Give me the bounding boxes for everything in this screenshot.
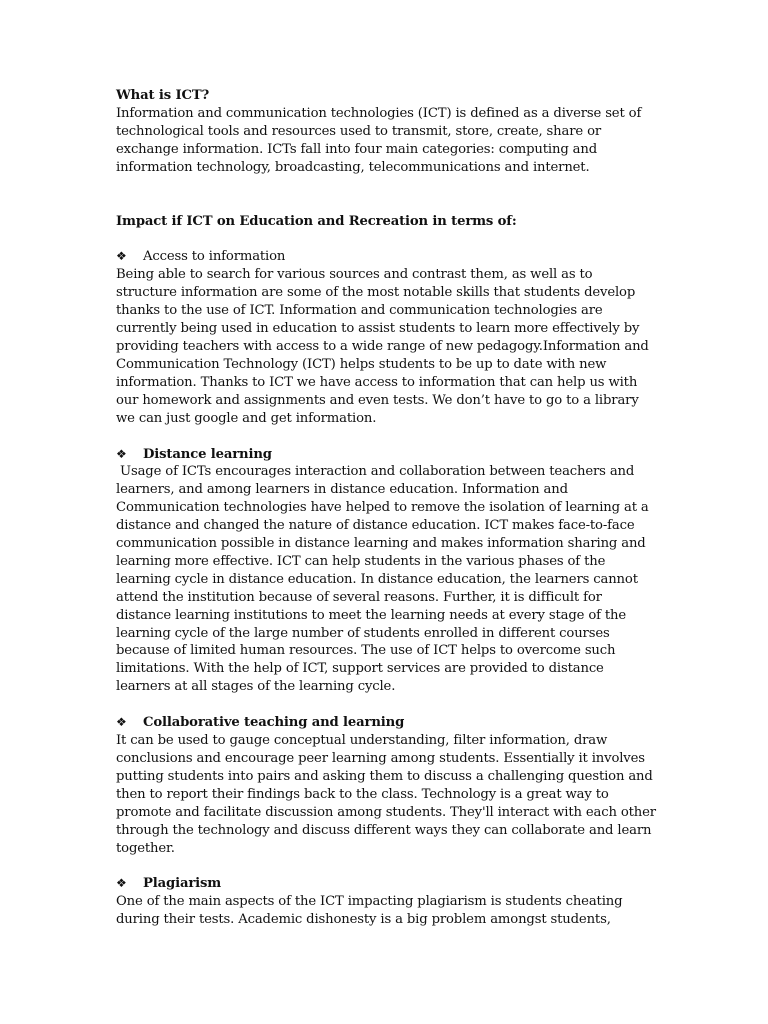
document-page bbox=[116, 87, 656, 929]
intro-title: What is ICT? bbox=[116, 88, 210, 103]
section-heading bbox=[116, 875, 656, 893]
section-body: One of the main aspects of the ICT impacting plagiarism is students cheating during their tests. Academic dishonesty is a big problem amongst students, bbox=[116, 894, 623, 928]
section-body: Usage of ICTs encourages interaction and collaboration between teachers and learners, and among learners in distance education. Information and Communication technologies have helped to remove the isolation of learning at a distance and changed the nature of distance education. ICT makes face-to-face communication possible in distance learning and makes information sharing and learning more effective. ICT can help students in the various phases of the learning cycle in distance education. In distance education, the learners cannot attend the institution because of several reasons. Further, it is difficult for distance learning institutions to meet the learning needs at every stage of the learning cycle of the large number of students enrolled in different courses because of limited human resources. The use of ICT helps to overcome such limitations. With the help of ICT, support services are provided to distance learners at all stages of the learning cycle. bbox=[116, 464, 649, 695]
section-label: Collaborative teaching and learning bbox=[143, 715, 405, 731]
section-plagiarism bbox=[116, 875, 656, 929]
section-label: Plagiarism bbox=[143, 876, 222, 892]
section-heading bbox=[116, 446, 656, 464]
diamond-bullet-icon: ❖ bbox=[116, 249, 127, 264]
spacer bbox=[116, 177, 656, 213]
section-label: Access to information bbox=[143, 249, 286, 265]
section-body: Being able to search for various sources and contrast them, as well as to structure information are some of the most notable skills that students develop thanks to the use of ICT. Information and communication technologies are currently being used in education to assist students to learn more effectively by providing teachers with access to a wide range of new pedagogy.Information and Communication Technology (ICT) helps students to be up to date with new information. Thanks to ICT we have access to information that can help us with our homework and assignments and even tests. We don’t have to go to a library we can just google and get information. bbox=[116, 267, 649, 426]
section-access-to-information bbox=[116, 248, 656, 427]
impact-heading: Impact if ICT on Education and Recreation in terms of: bbox=[116, 213, 517, 229]
section-body: It can be used to gauge conceptual understanding, filter information, draw conclusions and encourage peer learning among students. Essentially it involves putting students into pairs and asking them to discuss a challenging question and then to report their findings back to the class. Technology is a great way to promote and facilitate discussion among students. They'll interact with each other through the technology and discuss different ways they can collaborate and learn together. bbox=[116, 733, 656, 856]
spacer bbox=[116, 857, 656, 875]
spacer bbox=[116, 428, 656, 446]
intro-section bbox=[116, 87, 656, 177]
diamond-bullet-icon: ❖ bbox=[116, 715, 127, 730]
section-label: Distance learning bbox=[143, 446, 272, 462]
section-collaborative-teaching bbox=[116, 714, 656, 857]
spacer bbox=[116, 230, 656, 248]
section-heading bbox=[116, 714, 656, 732]
spacer bbox=[116, 696, 656, 714]
section-heading bbox=[116, 248, 656, 266]
diamond-bullet-icon: ❖ bbox=[116, 876, 127, 891]
diamond-bullet-icon: ❖ bbox=[116, 446, 127, 461]
intro-body: Information and communication technologies (ICT) is defined as a diverse set of technological tools and resources used to transmit, store, create, share or exchange information. ICTs fall into four main categories: computing and information technology, broadcasting, telecommunications and internet. bbox=[116, 105, 642, 175]
section-distance-learning bbox=[116, 446, 656, 697]
